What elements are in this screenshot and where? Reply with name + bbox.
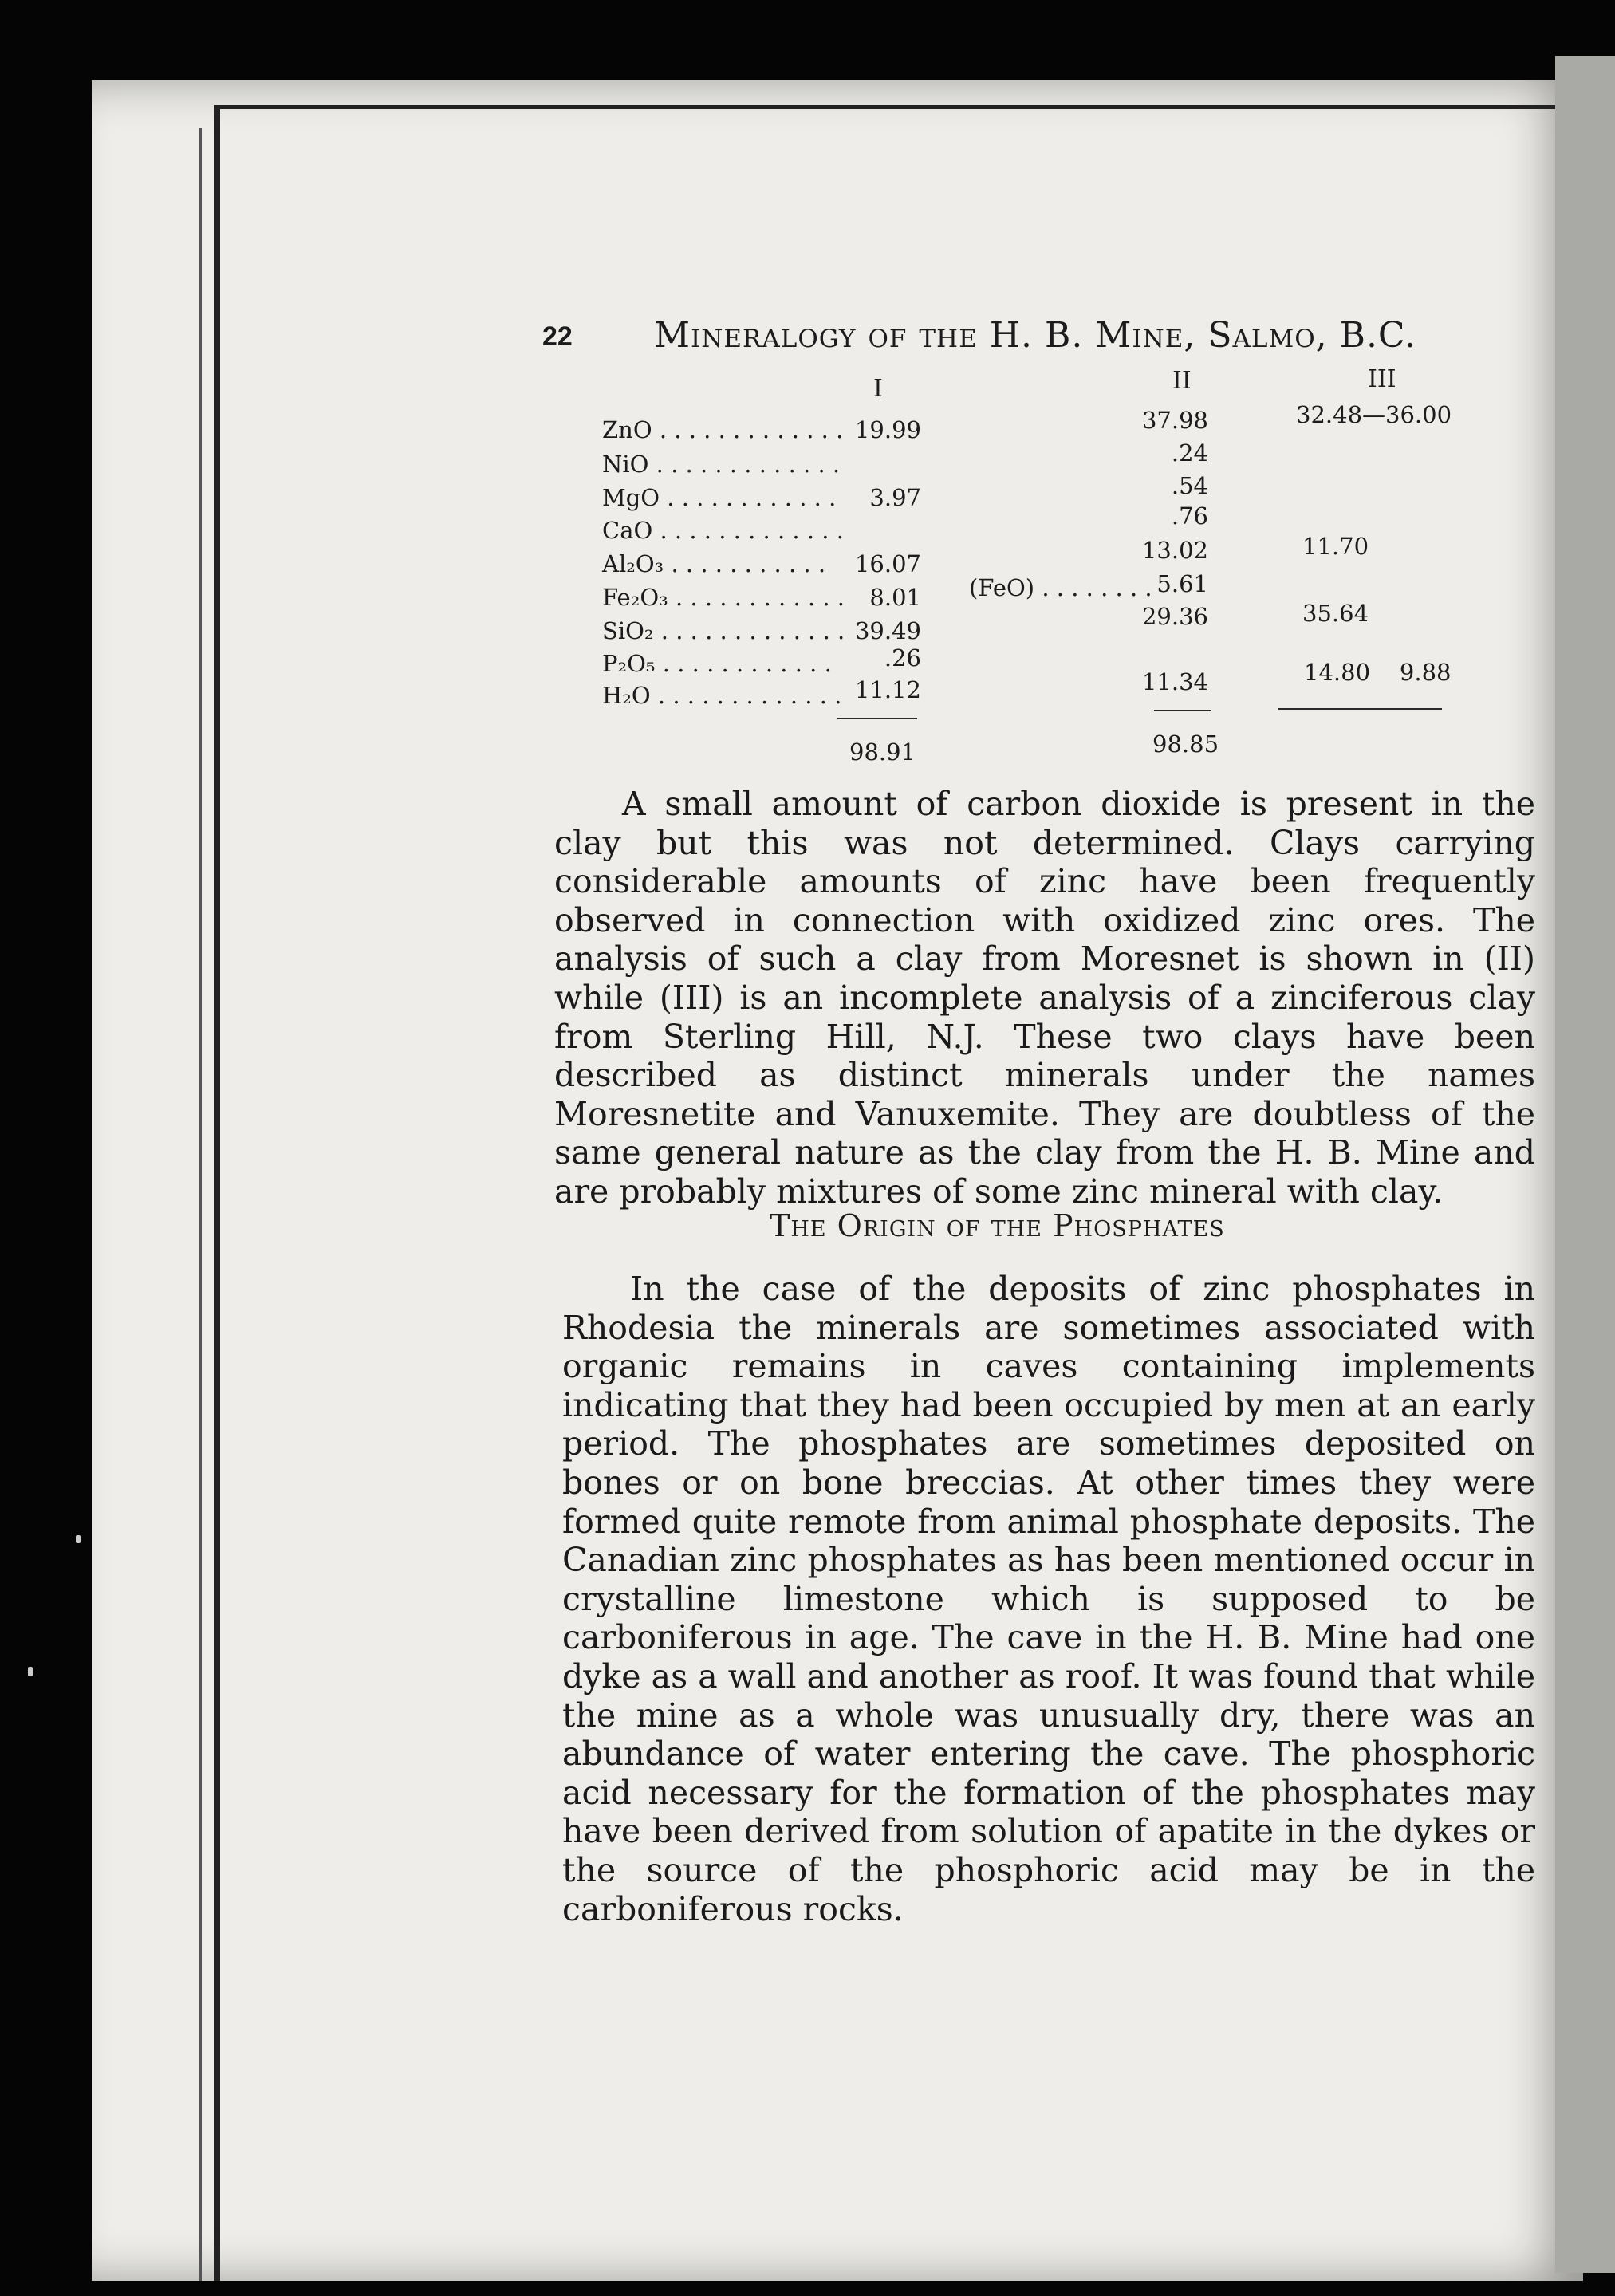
row-label: NiO . . . . . . . . . . . . . [602,451,848,478]
cell-col2: 5.61 [1156,570,1208,597]
page-number: 22 [542,321,573,352]
cell-col2: 13.02 [1141,537,1208,564]
total-col2: 98.85 [1152,731,1219,758]
total-rule-col2 [1154,710,1211,711]
feo-label: (FeO) . . . . . . . . [969,574,1160,601]
running-head: Mineralogy of the H. B. Mine, Salmo, B.C. [654,315,1417,356]
page-edge-line [1555,56,1615,2273]
cell-col2: 29.36 [1141,603,1208,630]
cell-col1: .26 [884,644,921,671]
cell-col3: 32.48—36.00 [1296,401,1452,428]
column-header-i: I [873,375,883,403]
cell-col1: 39.49 [854,617,921,644]
row-label: ZnO . . . . . . . . . . . . . [602,416,851,443]
page-edge-line [199,128,202,2281]
row-label: CaO . . . . . . . . . . . . . [602,517,852,544]
scan-speck [28,1667,33,1676]
cell-col3: 14.80 9.88 [1304,659,1452,686]
cell-col2: .24 [1171,439,1208,467]
analysis-table [602,365,1479,766]
row-label: H₂O . . . . . . . . . . . . . [602,682,849,709]
page-edge-line [214,105,1570,109]
total-col1: 98.91 [849,738,916,766]
scan-speck [76,1535,81,1543]
paragraph-origin: In the case of the deposits of zinc phosphates in Rhodesia the minerals are sometimes associated with organic remains in caves containing implements indicating that they had been occupied by men at an early period. The phosphates are sometimes deposited on bones or on bone breccias. At other times they were formed quite remote from animal phosphate deposits. The Canadian zinc phosphates as has been mentioned occur in crystalline limestone which is supposed to be carboniferous in age. The cave in the H. B. Mine had one dyke as a wall and another as roof. It was found that while the mine as a whole was unusually dry, there was an abundance of water entering the cave. The phosphoric acid necessary for the formation of the phosphates may have been derived from solution of apatite in the dykes or the source of the phosphoric acid may be in the carboniferous rocks. [562,1270,1535,1928]
cell-col3: 35.64 [1302,600,1369,627]
row-label: Fe₂O₃ . . . . . . . . . . . . [602,584,853,611]
cell-col2: 11.34 [1141,668,1208,695]
row-label: MgO . . . . . . . . . . . . [602,484,844,511]
cell-col2: .76 [1171,502,1208,530]
page-edge-line [214,108,220,2281]
total-rule-col3 [1278,708,1442,710]
page-header [542,315,1436,363]
cell-col2: 37.98 [1141,407,1208,434]
column-header-ii: II [1172,367,1192,395]
total-rule-col1 [837,718,917,719]
row-label: SiO₂ . . . . . . . . . . . . . [602,617,853,644]
cell-col1: 11.12 [854,676,921,703]
cell-col2: .54 [1171,472,1208,499]
cell-col1: 19.99 [854,416,921,443]
row-label: P₂O₅ . . . . . . . . . . . . [602,650,840,677]
cell-col1: 8.01 [869,584,921,611]
cell-col1: 3.97 [869,484,921,511]
cell-col1: 16.07 [854,550,921,577]
paragraph-clay: A small amount of carbon dioxide is present in the clay but this was not determined. Clays carrying considerable amounts of zinc have been frequently observed in connection with oxidized zinc ores. The analysis of such a clay from Moresnet is shown in (II) while (III) is an incomplete analysis of a zinciferous clay from Sterling Hill, N.J. These two clays have been described as distinct minerals under the names Moresnetite and Vanuxemite. They are doubtless of the same general nature as the clay from the H. B. Mine and are probably mixtures of some zinc mineral with clay. [554,785,1535,1211]
cell-col3: 11.70 [1302,533,1369,560]
column-header-iii: III [1368,365,1396,393]
section-title: The Origin of the Phosphates [770,1208,1225,1243]
row-label: Al₂O₃ . . . . . . . . . . . [602,550,833,577]
